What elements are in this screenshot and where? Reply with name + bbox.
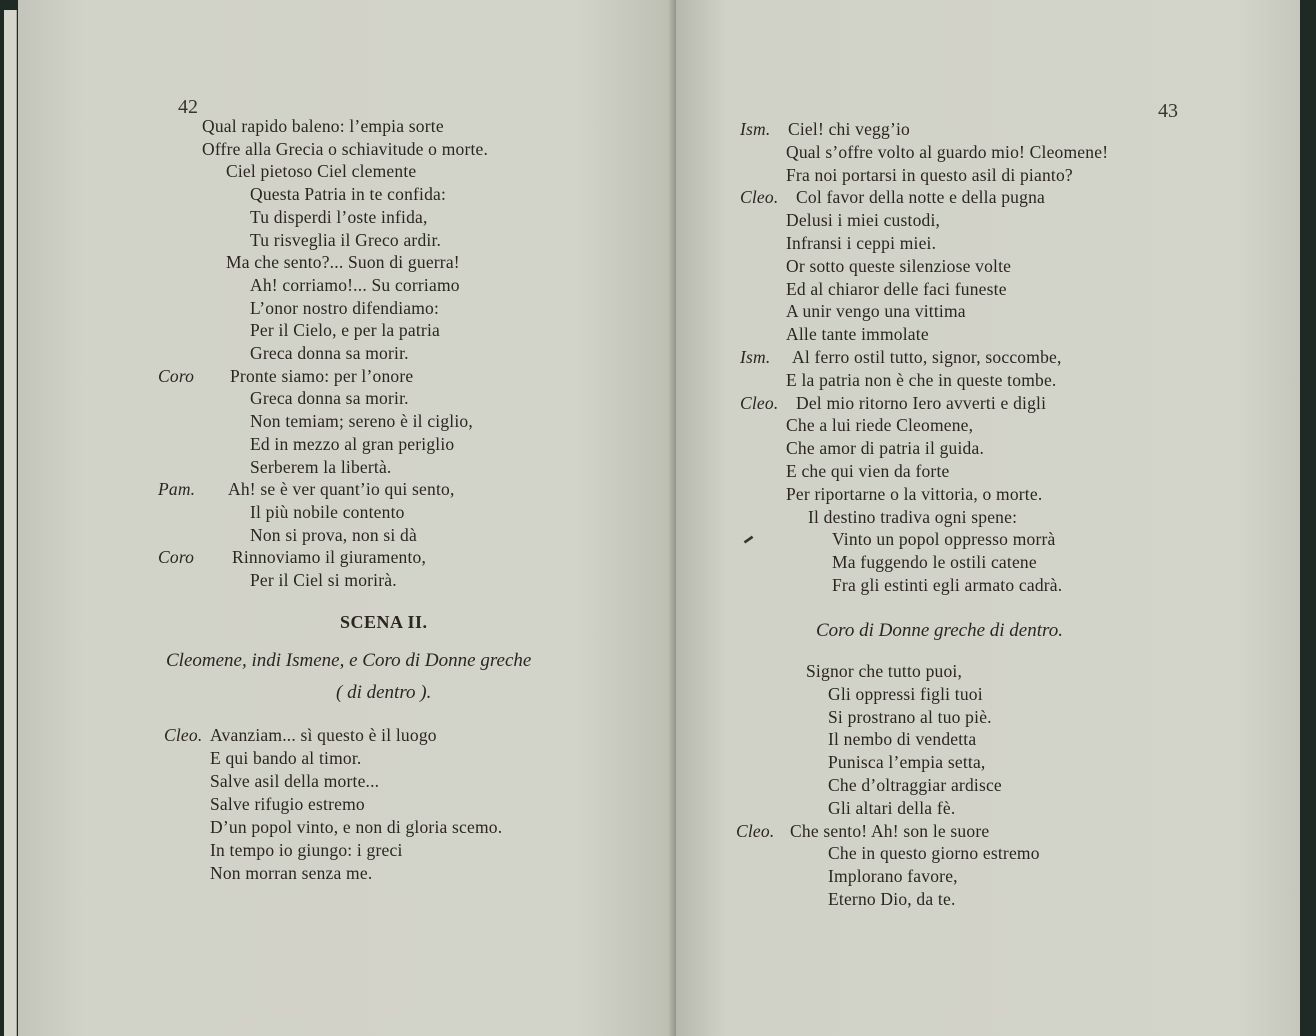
verse-line: Ed al chiaror delle faci funeste bbox=[786, 278, 1007, 299]
verse-line: Del mio ritorno Iero avverti e digli bbox=[796, 392, 1047, 413]
verse-line: Non si prova, non si dà bbox=[250, 524, 417, 545]
speaker-label: Ism. bbox=[740, 347, 771, 367]
page-number: 42 bbox=[178, 96, 198, 118]
speaker-label: Cleo. bbox=[736, 820, 775, 841]
verse-line: Fra gli estinti egli armato cadrà. bbox=[832, 575, 1063, 595]
verse-line: Non morran senza me. bbox=[210, 863, 373, 883]
speaker-label: Cleo. bbox=[740, 187, 779, 208]
verse-line: Salve asil della morte... bbox=[210, 771, 380, 791]
verse-line: Tu risveglia il Greco ardir. bbox=[250, 229, 442, 250]
verse-line: Eterno Dio, da te. bbox=[828, 889, 956, 909]
verse-line: In tempo io giungo: i greci bbox=[210, 840, 403, 860]
speaker-label: Cleo. bbox=[740, 392, 779, 413]
verse-line: Che amor di patria il guida. bbox=[786, 438, 985, 459]
speaker-label: Cleo. bbox=[164, 725, 203, 745]
verse-line: Greca donna sa morir. bbox=[250, 388, 409, 409]
left-page bbox=[18, 0, 676, 1036]
verse-line: Non temiam; sereno è il ciglio, bbox=[250, 411, 473, 432]
verse-line: Si prostrano al tuo piè. bbox=[828, 706, 992, 727]
verse-line: E che qui vien da forte bbox=[786, 461, 950, 481]
verse-line: Offre alla Grecia o schiavitude o morte. bbox=[202, 138, 489, 159]
verse-line: Alle tante immolate bbox=[786, 324, 929, 345]
verse-line: Il destino tradiva ogni spene: bbox=[808, 506, 1018, 527]
verse-line: Punisca l’empia setta, bbox=[828, 752, 986, 773]
verse-line: Greca donna sa morir. bbox=[250, 343, 409, 363]
verse-line: E la patria non è che in queste tombe. bbox=[786, 369, 1057, 390]
verse-line: Fra noi portarsi in questo asil di pianto? bbox=[786, 164, 1073, 185]
verse-line: Il più nobile contento bbox=[250, 501, 405, 522]
pencil-mark: ━ bbox=[740, 530, 758, 551]
stage-direction: Cleomene, indi Ismene, e Coro di Donne greche bbox=[166, 650, 532, 671]
verse-line: Il nembo di vendetta bbox=[828, 729, 977, 750]
verse-line: Pronte siamo: per l’onore bbox=[230, 365, 414, 386]
verse-line: Questa Patria in te confida: bbox=[250, 184, 447, 205]
verse-line: Ciel pietoso Ciel clemente bbox=[226, 161, 417, 182]
verse-line: Ma che sento?... Suon di guerra! bbox=[226, 252, 460, 273]
page-edge bbox=[10, 10, 17, 1036]
verse-line: Per il Cielo, e per la patria bbox=[250, 320, 440, 341]
verse-line: Gli oppressi figli tuoi bbox=[828, 683, 983, 704]
verse-line: Salve rifugio estremo bbox=[210, 794, 365, 814]
verse-line: Qual rapido baleno: l’empia sorte bbox=[202, 116, 444, 136]
speaker-label: Coro bbox=[158, 365, 195, 386]
verse-line: Serberem la libertà. bbox=[250, 456, 392, 477]
stage-direction-cont: ( di dentro ). bbox=[336, 682, 432, 703]
right-page bbox=[676, 0, 1300, 1036]
speaker-label: Ism. bbox=[740, 119, 771, 139]
page-number: 43 bbox=[1158, 100, 1178, 122]
verse-line: Rinnoviamo il giuramento, bbox=[232, 547, 427, 568]
verse-line: Gli altari della fè. bbox=[828, 797, 956, 818]
verse-line: D’un popol vinto, e non di gloria scemo. bbox=[210, 817, 503, 837]
chorus-heading: Coro di Donne greche di dentro. bbox=[816, 620, 1063, 641]
verse-line: Che d’oltraggiar ardisce bbox=[828, 775, 1002, 795]
verse-line: Che in questo giorno estremo bbox=[828, 843, 1040, 864]
speaker-label: Coro bbox=[158, 547, 195, 568]
verse-line: Infransi i ceppi miei. bbox=[786, 233, 937, 253]
verse-line: Per il Ciel si morirà. bbox=[250, 570, 397, 590]
verse-line: Avanziam... sì questo è il luogo bbox=[210, 725, 437, 745]
verse-line: Col favor della notte e della pugna bbox=[796, 187, 1046, 208]
verse-line: Ah! corriamo!... Su corriamo bbox=[250, 274, 460, 295]
verse-line: Ah! se è ver quant’io qui sento, bbox=[228, 479, 455, 500]
verse-line: Ciel! chi vegg’io bbox=[788, 119, 910, 139]
verse-line: Delusi i miei custodi, bbox=[786, 210, 941, 231]
verse-line: Qual s’offre volto al guardo mio! Cleomene! bbox=[786, 141, 1109, 162]
verse-line: Tu disperdi l’oste infida, bbox=[250, 206, 428, 227]
verse-line: Or sotto queste silenziose volte bbox=[786, 255, 1012, 276]
verse-line: Che sento! Ah! son le suore bbox=[790, 820, 990, 841]
verse-line: Implorano favore, bbox=[828, 866, 958, 887]
verse-line: Vinto un popol oppresso morrà bbox=[832, 529, 1056, 550]
verse-line: Signor che tutto puoi, bbox=[806, 661, 963, 681]
speaker-label: Pam. bbox=[158, 479, 196, 500]
verse-line: A unir vengo una vittima bbox=[786, 301, 966, 322]
verse-line: Per riportarne o la vittoria, o morte. bbox=[786, 483, 1043, 504]
verse-line: Ed in mezzo al gran periglio bbox=[250, 433, 455, 454]
verse-line: Ma fuggendo le ostili catene bbox=[832, 552, 1037, 573]
scene-heading: SCENA II. bbox=[340, 612, 428, 632]
verse-line: L’onor nostro difendiamo: bbox=[250, 297, 440, 318]
verse-line: Che a lui riede Cleomene, bbox=[786, 415, 974, 436]
verse-line: Al ferro ostil tutto, signor, soccombe, bbox=[792, 347, 1062, 367]
verse-line: E qui bando al timor. bbox=[210, 748, 362, 768]
